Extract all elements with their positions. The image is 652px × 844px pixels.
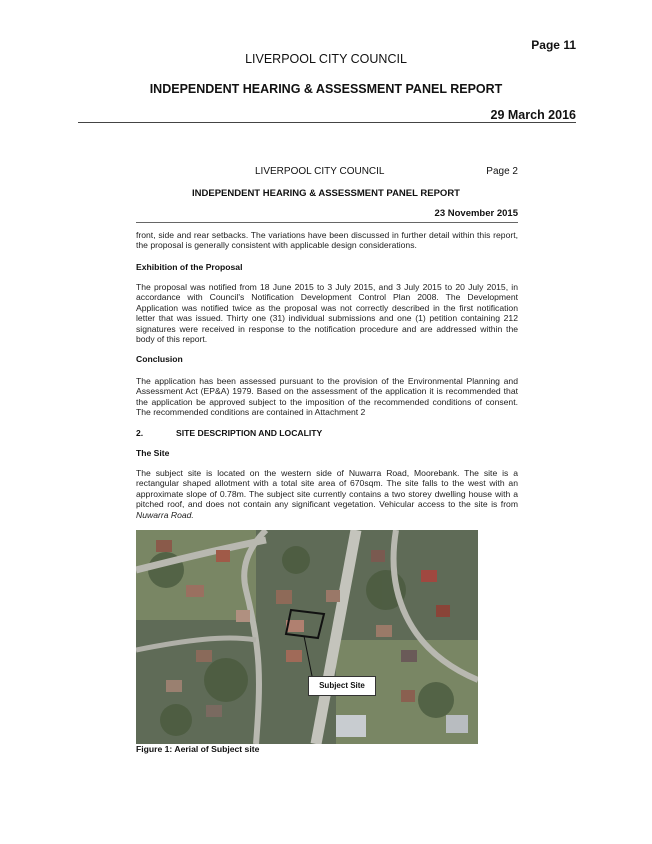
subject-site-callout: Subject Site [308, 676, 376, 696]
section-number: 2. [136, 428, 144, 438]
site-road-name: Nuwarra Road. [136, 509, 194, 520]
exhibition-heading: Exhibition of the Proposal [136, 262, 243, 272]
inner-report-date: 23 November 2015 [434, 208, 518, 219]
site-paragraph [136, 468, 518, 520]
inner-header-rule [136, 222, 518, 223]
aerial-photo [136, 530, 478, 744]
exhibition-paragraph: The proposal was notified from 18 June 2015 to 3 July 2015, and 3 July 2015 to 20 July 2015, in accordance with Council's Notification Development Control Plan 2008. The Development Application was notified twice as the proposal was not correctly described in the first notification letter that was issued. Thirty one (31) individual submissions and one (1) petition containing 212 signatures were received in response to the notification procedure and are addressed within the body of this report. [136, 282, 518, 345]
outer-header-rule [78, 122, 576, 123]
outer-council-name: LIVERPOOL CITY COUNCIL [245, 52, 407, 66]
section-title: SITE DESCRIPTION AND LOCALITY [176, 428, 323, 438]
figure-caption: Figure 1: Aerial of Subject site [136, 744, 260, 754]
conclusion-paragraph: The application has been assessed pursuant to the provision of the Environmental Planning and Assessment Act (EP&A) 1979. Based on the assessment of the application it is recommended that the application be approved subject to the imposition of the recommended conditions of consent. The recommended conditions are contained in Attachment 2 [136, 376, 518, 418]
outer-page-number: Page 11 [531, 38, 576, 52]
outer-report-title: INDEPENDENT HEARING & ASSESSMENT PANEL REPORT [149, 82, 503, 96]
inner-page-number: Page 2 [486, 166, 518, 177]
conclusion-heading: Conclusion [136, 354, 183, 364]
inner-council-name: LIVERPOOL CITY COUNCIL [255, 166, 385, 177]
inner-report-title: INDEPENDENT HEARING & ASSESSMENT PANEL REPORT [192, 188, 460, 199]
intro-paragraph: front, side and rear setbacks. The variations have been discussed in further detail within this report, the proposal is generally consistent with applicable design considerations. [136, 230, 518, 251]
site-heading: The Site [136, 448, 170, 458]
site-text: The subject site is located on the western side of Nuwarra Road, Moorebank. The site is a rectangular shaped allotment with a total site area of 670sqm. The site falls to the west with an approximate slope of 0.78m. The subject site currently contains a two storey dwelling house with a pitched roof, and does not contain any significant vegetation. Vehicular access to the site is from [136, 468, 518, 510]
outer-report-date: 29 March 2016 [490, 108, 576, 122]
